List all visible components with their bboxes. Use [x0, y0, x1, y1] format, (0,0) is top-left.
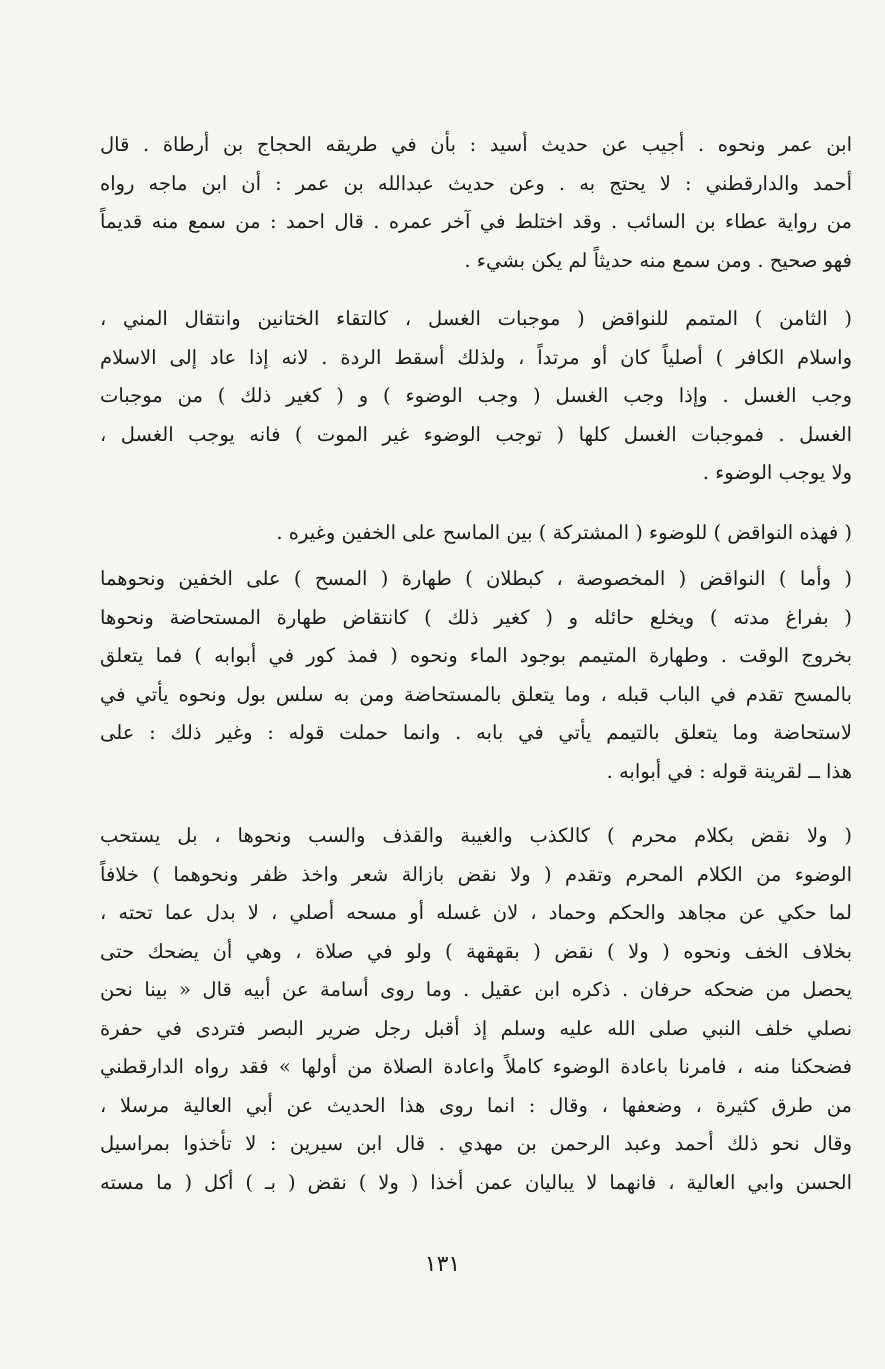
text-line: الوضوء من الكلام المحرم وتقدم ( ولا نقض بازالة شعر واخذ ظفر ونحوهما ) خلافاً — [100, 862, 852, 886]
text-line: هذا ــ لقرينة قوله : في أبوابه . — [606, 759, 852, 783]
text-line: بخلاف الخف ونحوه ( ولا ) نقض ( بقهقهة ) ولو في صلاة ، وهي أن يضحك حتى — [100, 939, 852, 963]
text-line: واسلام الكافر ) أصلياً كان أو مرتداً ، ولذلك أسقط الردة . لانه إذا عاد إلى الاسلام — [100, 345, 852, 369]
text-line: نصلي خلف النبي صلى الله عليه وسلم إذ أقبل رجل ضرير البصر فتردى في حفرة — [100, 1016, 852, 1040]
text-line: فضحكنا منه ، فامرنا باعادة الوضوء كاملاً واعادة الصلاة من أولها » فقد رواه الدارقطني — [100, 1055, 852, 1078]
text-line: ( بفراغ مدته ) ويخلع حائله و ( كغير ذلك ) كانتقاض طهارة المستحاضة ونحوها — [100, 605, 852, 629]
text-line: يحصل من ضحكه حرفان . ذكره ابن عقيل . وما روى أسامة عن أبيه قال « بينا نحن — [100, 978, 852, 1001]
text-line: من رواية عطاء بن السائب . وقد اختلط في آخر عمره . قال احمد : من سمع منه قديماً — [100, 210, 852, 233]
page-number: ١٣١ — [424, 1252, 461, 1277]
text-line: ابن عمر ونحوه . أجيب عن حديث أسيد : بأن في طريقه الحجاج بن أرطاة . قال — [100, 133, 852, 156]
paragraph-2 — [100, 300, 852, 493]
text-line: الغسل . فموجبات الغسل كلها ( توجب الوضوء غير الموت ) فانه يوجب الغسل ، — [100, 422, 852, 446]
text-line: من طرق كثيرة ، وضعفها ، وقال : انما روى هذا الحديث عن أبي العالية مرسلا ، — [100, 1093, 852, 1117]
text-line: أحمد والدارقطني : لا يحتج به . وعن حديث عبدالله بن عمر : أن ابن ماجه رواه — [100, 171, 852, 195]
paragraph-1 — [100, 126, 852, 280]
text-line: بالمسح تقدم في الباب قبله ، وما يتعلق بالمستحاضة ومن به سلس بول ونحوه يأتي في — [100, 682, 852, 706]
text-line: ( ولا نقض بكلام محرم ) كالكذب والغيبة والقذف والسب ونحوها ، بل يستحب — [100, 824, 852, 847]
text-line: وقال نحو ذلك أحمد وعبد الرحمن بن مهدي . قال ابن سيرين : لا تأخذوا بمراسيل — [100, 1132, 852, 1155]
text-line: الحسن وابي العالية ، فانهما لا يباليان عمن أخذا ( ولا ) نقض ( بـ ) أكل ( ما مسته — [100, 1170, 852, 1194]
text-line: ( وأما ) النواقض ( المخصوصة ، كبطلان ) طهارة ( المسح ) على الخفين ونحوهما — [100, 567, 852, 590]
text-line: لاستحاضة وما يتعلق بالتيمم يأتي في بابه . وانما حملت قوله : وغير ذلك : على — [100, 721, 852, 744]
text-line: ولا يوجب الوضوء . — [702, 461, 852, 484]
text-line: ( فهذه النواقض ) للوضوء ( المشتركة ) بين الماسح على الخفين وغيره . — [276, 521, 852, 544]
text-line: ( الثامن ) المتمم للنواقض ( موجبات الغسل ، كالتقاء الختانين وانتقال المني ، — [100, 307, 852, 330]
paragraph-5 — [100, 817, 852, 1202]
paragraph-4 — [100, 560, 852, 791]
text-line: بخروج الوقت . وطهارة المتيمم بوجود الماء ونحوه ( فمذ كور في أبوابه ) فما يتعلق — [100, 644, 852, 667]
text-line: لما حكي عن مجاهد والحكم وحماد ، لان غسله أو مسحه أصلي ، لا بدل عما تحته ، — [100, 901, 852, 924]
text-line: وجب الغسل . وإذا وجب الغسل ( وجب الوضوء ) و ( كغير ذلك ) من موجبات — [100, 384, 852, 407]
paragraph-3 — [100, 514, 852, 553]
text-line: فهو صحيح . ومن سمع منه حديثاً لم يكن بشيء . — [464, 248, 852, 272]
